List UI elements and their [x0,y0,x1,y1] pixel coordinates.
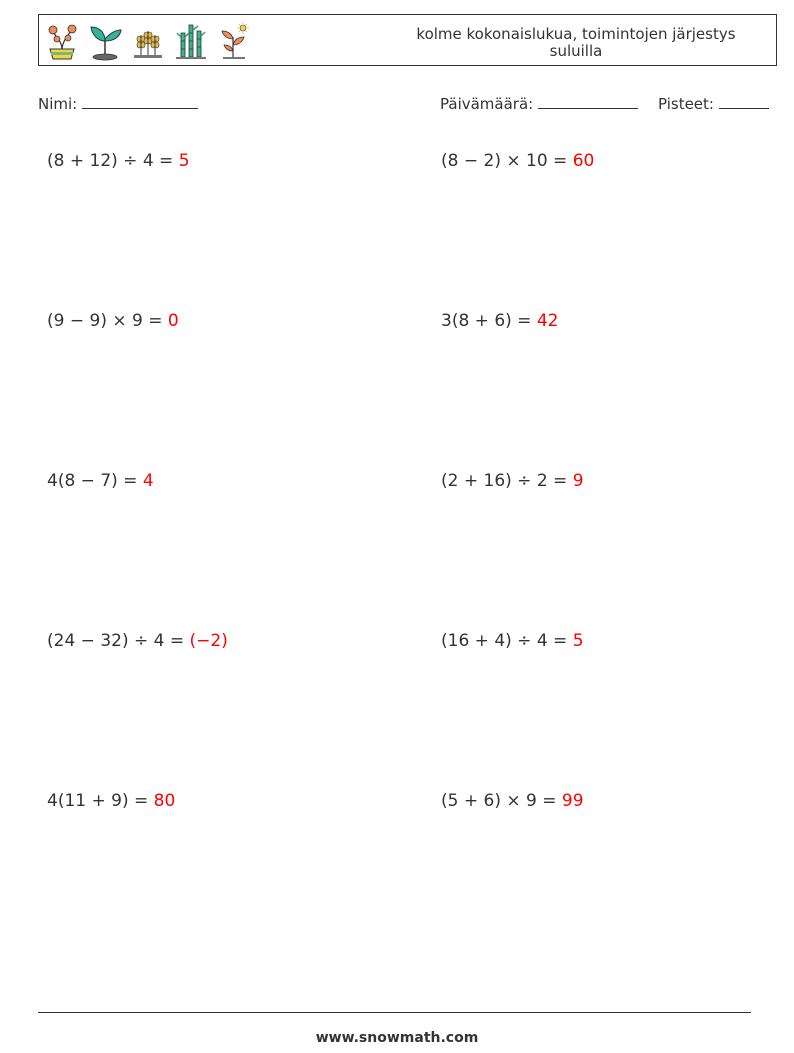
problem-3 [47,311,179,331]
problem-answer: 5 [572,631,584,651]
problem-answer: 4 [142,471,154,491]
date-label: Päivämäärä: [440,95,534,113]
problem-expression: 3(8 + 6) = [441,311,537,331]
problem-10 [441,791,584,811]
header-icons [45,21,251,61]
problem-expression: (8 − 2) × 10 = [441,151,573,171]
date-field[interactable] [440,94,638,113]
problem-expression: (16 + 4) ÷ 4 = [441,631,573,651]
date-blank[interactable] [538,94,638,109]
name-field[interactable] [38,94,198,113]
problem-expression: (24 − 32) ÷ 4 = [47,631,190,651]
plant-pot-icon [45,21,79,61]
problem-expression: 4(11 + 9) = [47,791,154,811]
problem-4 [441,311,558,331]
problem-2 [441,151,594,171]
problem-answer: 9 [572,471,584,491]
problem-expression: (8 + 12) ÷ 4 = [47,151,179,171]
problem-expression: (5 + 6) × 9 = [441,791,562,811]
problem-expression: 4(8 − 7) = [47,471,143,491]
problem-expression: (2 + 16) ÷ 2 = [441,471,573,491]
problem-8 [441,631,584,651]
header-box [38,14,777,66]
name-label: Nimi: [38,95,78,113]
worksheet-title [396,26,756,60]
problem-9 [47,791,175,811]
name-blank[interactable] [82,94,198,109]
problem-answer: 60 [572,151,595,171]
wheat-icon [131,21,165,61]
score-field[interactable] [658,94,769,113]
problem-7 [47,631,228,651]
problem-answer: (−2) [189,631,228,651]
problem-6 [441,471,584,491]
score-label: Pisteet: [658,95,714,113]
problem-expression: (9 − 9) × 9 = [47,311,168,331]
problem-answer: 99 [561,791,584,811]
title-line-1: kolme kokonaislukua, toimintojen järjestys [416,25,736,43]
problem-answer: 80 [153,791,176,811]
score-blank[interactable] [719,94,769,109]
sprout-icon [88,21,122,61]
problem-1 [47,151,190,171]
title-line-2: suluilla [549,42,603,60]
problem-answer: 0 [167,311,179,331]
problem-answer: 5 [178,151,190,171]
flower-sun-icon [217,21,251,61]
bamboo-icon [174,21,208,61]
footer-url[interactable]: www.snowmath.com [315,1030,479,1046]
footer-divider [38,1012,751,1013]
problem-5 [47,471,154,491]
problem-answer: 42 [536,311,559,331]
